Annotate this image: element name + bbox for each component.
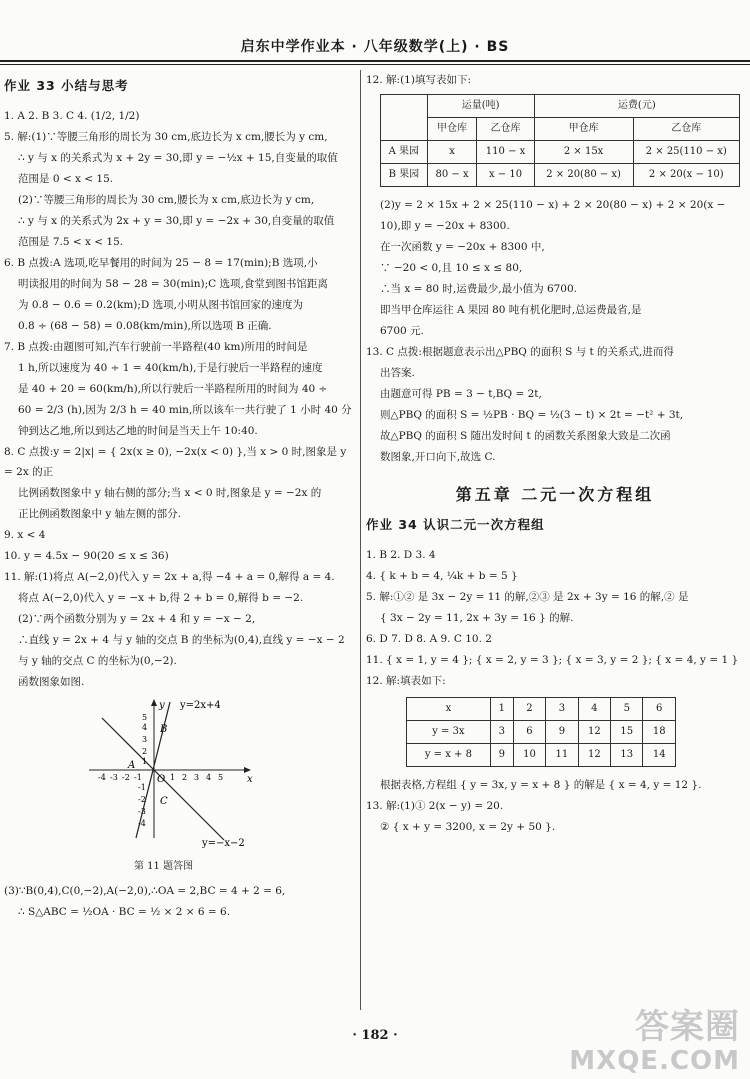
table-cell: 12: [578, 721, 610, 744]
answer-line: 则△PBQ 的面积 S = ½PB · BQ = ½(3 − t) × 2t = −t² + 3t,: [380, 409, 684, 421]
table-header: 4: [578, 698, 610, 721]
table-cell: 2 × 15x: [534, 141, 633, 164]
table-row: [407, 721, 676, 744]
answer-line: 11. 解:(1)将点 A(−2,0)代入 y = 2x + a,得 −4 + a = 0,解得 a = 4.: [4, 571, 335, 583]
answer-line: 4. { k + b = 4, ¼k + b = 5 }: [366, 570, 518, 582]
x-tick-label: 2: [182, 773, 188, 782]
answer-line: 比例函数图象中 y 轴右侧的部分;当 x < 0 时,图象是 y = −2x 的: [18, 487, 322, 499]
answer-line: { 3x − 2y = 11, 2x + 3y = 16 } 的解.: [380, 612, 574, 624]
table-cell: 80 − x: [427, 164, 477, 187]
left-lines: [4, 106, 356, 692]
table-header: 甲仓库: [534, 118, 633, 141]
x-tick-label: -2: [122, 773, 130, 782]
answer-line: 范围是 7.5 < x < 15.: [18, 236, 124, 248]
graph-caption: 第 11 题答图: [134, 861, 194, 872]
table-row: [407, 744, 676, 767]
answer-line: 0.8 ÷ (68 − 58) = 0.08(km/min),所以选项 B 正确.: [18, 320, 272, 332]
y-axis-arrow: [151, 699, 157, 706]
answer-line: 是 40 + 20 = 60(km/h),所以行驶后一半路程所用的时间为 40 ÷: [18, 383, 328, 395]
answer-line: 7. B 点拨:由题图可知,汽车行驶前一半路程(40 km)所用的时间是: [4, 341, 308, 353]
function-graph-svg: [84, 698, 254, 848]
answer-line: 出答案.: [380, 367, 415, 379]
answer-line: 与 y 轴的交点 C 的坐标为(0,−2).: [18, 655, 177, 667]
chapter-title: 第五章 二元一次方程组: [455, 485, 655, 504]
table-row: [381, 118, 740, 141]
watermark-line1: 答案圈: [635, 1007, 740, 1047]
table-header: 6: [643, 698, 676, 721]
watermark-line2: MXQE.COM: [569, 1046, 740, 1076]
answer-line: (2)y = 2 × 15x + 2 × 25(110 − x) + 2 × 20(80 − x) + 2 × 20(x −: [380, 199, 726, 211]
answer-line: 9. x < 4: [4, 529, 46, 541]
table-cell: B 果园: [381, 164, 428, 187]
answer-line: 5. 解:(1)∵等腰三角形的周长为 30 cm,底边长为 x cm,腰长为 y cm,: [4, 131, 328, 143]
answer-line: (3)∵B(0,4),C(0,−2),A(−2,0),∴OA = 2,BC = 4 + 2 = 6,: [4, 885, 286, 897]
table-cell: 11: [546, 744, 578, 767]
answer-line: 6. D 7. D 8. A 9. C 10. 2: [366, 633, 492, 645]
table-cell: x − 10: [477, 164, 534, 187]
table-cell: 18: [643, 721, 676, 744]
table-cell: 2 × 20(x − 10): [633, 164, 739, 187]
answer-line: 5. 解:①② 是 3x − 2y = 11 的解,②③ 是 2x + 3y = 16 的解,② 是: [366, 591, 689, 603]
answer-line: ② { x + y = 3200, x = 2y + 50 }.: [380, 821, 556, 833]
x-axis-label: x: [247, 774, 253, 785]
answer-line: 1 h,所以速度为 40 ÷ 1 = 40(km/h),于是行驶后一半路程的速度: [18, 362, 323, 374]
answer-line: ∵ −20 < 0,且 10 ≤ x ≤ 80,: [380, 262, 523, 274]
y-axis-label: y: [159, 700, 165, 711]
table-row: [407, 698, 676, 721]
answer-line: 6. B 点拨:A 选项,吃早餐用的时间为 25 − 8 = 17(min);B 选项,小: [4, 257, 318, 269]
y-tick-label: -2: [138, 795, 146, 804]
origin-label: O: [157, 774, 166, 785]
section-title-33: 作业 33 小结与思考: [4, 78, 129, 93]
table-cell: 9: [546, 721, 578, 744]
table-cell: 15: [611, 721, 643, 744]
table-cell: y = x + 8: [407, 744, 491, 767]
table-cell: 12: [578, 744, 610, 767]
y-tick-label: 4: [142, 723, 148, 732]
y-tick-label: 5: [142, 713, 148, 722]
left-column: [4, 70, 356, 923]
line1-label: y=2x+4: [180, 700, 221, 711]
answer-line: 12. 解:填表如下:: [366, 675, 446, 687]
x-axis-arrow: [244, 767, 251, 773]
answer-line: 11. { x = 1, y = 4 }; { x = 2, y = 3 }; { x = 3, y = 2 }; { x = 4, y = 1 }: [366, 654, 739, 666]
table-cell: 2 × 25(110 − x): [633, 141, 739, 164]
y-tick-label: -4: [138, 819, 146, 828]
table-cell: 110 − x: [477, 141, 534, 164]
table-header: 乙仓库: [477, 118, 534, 141]
point-c-label: C: [160, 796, 168, 807]
answer-line: 明读报用的时间为 58 − 28 = 30(min);C 选项,食堂到图书馆距离: [18, 278, 328, 290]
x-tick-label: 4: [206, 773, 212, 782]
table-header: x: [407, 698, 491, 721]
x-tick-label: -3: [110, 773, 118, 782]
answer-line: 数图象,开口向下,故选 C.: [380, 451, 496, 463]
y-tick-label: 3: [142, 735, 148, 744]
table-cell: 2 × 20(80 − x): [534, 164, 633, 187]
answer-line: 在一次函数 y = −20x + 8300 中,: [380, 241, 545, 253]
values-table: [406, 697, 676, 767]
answer-line: 将点 A(−2,0)代入 y = −x + b,得 2 + b = 0,解得 b = −2.: [18, 592, 304, 604]
answer-line: 8. C 点拨:y = 2|x| = { 2x(x ≥ 0), −2x(x < 0) },当 x > 0 时,图象是 y = 2x 的正: [4, 446, 347, 478]
table-cell: 13: [611, 744, 643, 767]
answer-line: 13. C 点拨:根据题意表示出△PBQ 的面积 S 与 t 的关系式,进而得: [366, 346, 674, 358]
function-graph: [84, 698, 356, 855]
answer-line: 6700 元.: [380, 325, 424, 337]
y-tick-label: 2: [142, 747, 148, 756]
point-a-label: A: [128, 760, 136, 771]
table-header: 1: [490, 698, 513, 721]
answer-line: 函数图象如图.: [18, 676, 85, 688]
table-cell: 14: [643, 744, 676, 767]
y-tick-label: 1: [142, 757, 148, 766]
y-tick-label: -3: [138, 807, 146, 816]
table-cell: A 果园: [381, 141, 428, 164]
x-tick-label: -1: [134, 773, 142, 782]
right-column: [366, 70, 744, 838]
column-divider: [360, 70, 361, 1010]
x-tick-label: 1: [170, 773, 176, 782]
table-cell: y = 3x: [407, 721, 491, 744]
line2-label: y=−x−2: [202, 838, 245, 848]
answer-line: 正比例函数图象中 y 轴左侧的部分.: [18, 508, 181, 520]
answer-line: ∴ y 与 x 的关系式为 2x + y = 30,即 y = −2x + 30,自变量的取值: [18, 215, 335, 227]
y-tick-label: -1: [138, 783, 146, 792]
answer-line: 故△PBQ 的面积 S 随出发时间 t 的函数关系图象大致是二次函: [380, 430, 671, 442]
point-b-label: B: [160, 724, 168, 735]
table-row: [381, 95, 740, 118]
x-tick-label: -4: [98, 773, 106, 782]
page-header: [0, 0, 750, 62]
watermark-logo: [569, 1007, 740, 1078]
table-row: [381, 141, 740, 164]
header-title: 启东中学作业本 · 八年级数学(上) · BS: [240, 39, 510, 55]
table-row: [381, 164, 740, 187]
answer-line: (2)∵两个函数分别为 y = 2x + 4 和 y = −x − 2,: [18, 613, 256, 625]
answer-line: 1. A 2. B 3. C 4. (1/2, 1/2): [4, 110, 140, 122]
answer-line: 10. y = 4.5x − 90(20 ≤ x ≤ 36): [4, 550, 169, 562]
answer-line: 60 = 2/3 (h),因为 2/3 h = 40 min,所以该车一共行驶了 1 小时 40 分: [18, 404, 352, 416]
answer-line: 为 0.8 − 0.6 = 0.2(km);D 选项,小明从图书馆回家的速度为: [18, 299, 304, 311]
answer-line: ∴ y 与 x 的关系式为 x + 2y = 30,即 y = −½x + 15,自变量的取值: [18, 152, 338, 164]
answer-line: 12. 解:(1)填写表如下:: [366, 74, 471, 86]
answer-line: (2)∵等腰三角形的周长为 30 cm,腰长为 x cm,底边长为 y cm,: [18, 194, 315, 206]
table-cell: 10: [513, 744, 545, 767]
section-title-34: 作业 34 认识二元一次方程组: [366, 517, 545, 532]
table-cell: 9: [490, 744, 513, 767]
table-header: 甲仓库: [427, 118, 477, 141]
answer-line: 由题意可得 PB = 3 − t,BQ = 2t,: [380, 388, 542, 400]
table-header: 乙仓库: [633, 118, 739, 141]
x-tick-label: 5: [218, 773, 224, 782]
page-number: · 182 ·: [352, 1028, 398, 1043]
table-header: 2: [513, 698, 545, 721]
table-cell: 6: [513, 721, 545, 744]
answer-line: 即当甲仓库运往 A 果园 80 吨有机化肥时,总运费最省,是: [380, 304, 642, 316]
table-header: 运费(元): [534, 95, 739, 118]
answer-line: 13. 解:(1)① 2(x − y) = 20.: [366, 800, 504, 812]
answer-line: 根据表格,方程组 { y = 3x, y = x + 8 } 的解是 { x = 4, y = 12 }.: [380, 779, 702, 791]
header-rule-thin: [0, 64, 750, 65]
table-header: 运量(吨): [427, 95, 534, 118]
table-header: 3: [546, 698, 578, 721]
freight-table: [380, 94, 740, 187]
answer-line: 10),即 y = −20x + 8300.: [380, 220, 510, 232]
answer-line: 钟到达乙地,所以到达乙地的时间是当天上午 10:40.: [18, 425, 258, 437]
x-tick-label: 3: [194, 773, 200, 782]
header-rule: [0, 60, 750, 62]
answer-line: 范围是 0 < x < 15.: [18, 173, 114, 185]
table-cell: x: [427, 141, 477, 164]
answer-line: ∴ S△ABC = ½OA · BC = ½ × 2 × 6 = 6.: [18, 906, 231, 918]
answer-line: 1. B 2. D 3. 4: [366, 549, 436, 561]
table-cell: 3: [490, 721, 513, 744]
table-cell-empty: [381, 95, 428, 141]
answer-line: ∴直线 y = 2x + 4 与 y 轴的交点 B 的坐标为(0,4),直线 y = −x − 2: [18, 634, 345, 646]
answer-line: ∴当 x = 80 时,运费最少,最小值为 6700.: [380, 283, 578, 295]
table-header: 5: [611, 698, 643, 721]
